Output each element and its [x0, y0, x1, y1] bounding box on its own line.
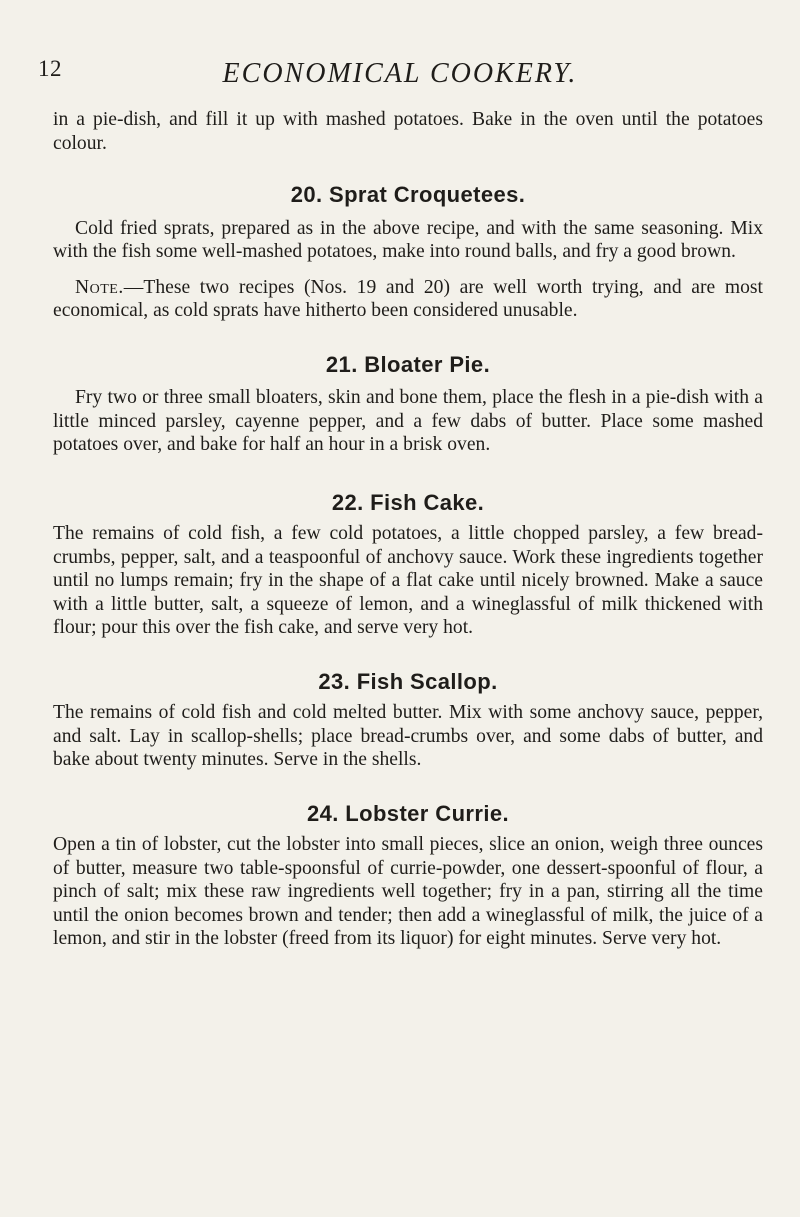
recipe-number: 22.	[331, 489, 364, 515]
recipe-body: Open a tin of lobster, cut the lobster into small pieces, slice an onion, weigh three ounces of butter, measure two table-spoonsful of currie-powder, one dessert-spoonful of flour, a pinch of salt; mix these raw ingredients well together; fry in a pan, stirring all the time until the onion becomes brown and tender; then add a wineglassful of milk, the juice of a lemon, and stir in the lobster (freed from its liquor) for eight minutes. Serve very hot.	[53, 834, 763, 949]
recipe-heading-23	[53, 670, 763, 694]
recipe-number: 24.	[306, 800, 339, 826]
recipe-body: The remains of cold fish and cold melted butter. Mix with some anchovy sauce, pepper, and salt. Lay in scallop-shells; place bread-crumbs over, and some dabs of butter, and bake about twenty minutes. Serve in the shells.	[53, 702, 763, 770]
recipe-title: Sprat Croquetees.	[329, 182, 526, 207]
continuation-paragraph: in a pie-dish, and fill it up with mashed potatoes. Bake in the oven until the potatoes colour.	[53, 109, 763, 154]
recipe-heading-21	[53, 353, 763, 377]
recipe-title: Fish Cake.	[370, 489, 485, 515]
page-content	[53, 108, 763, 951]
recipe-number: 21.	[325, 351, 358, 377]
recipe-title: Lobster Currie.	[345, 800, 509, 826]
page-header	[0, 56, 800, 96]
recipe-note	[53, 276, 763, 323]
recipe-number: 23.	[318, 668, 351, 694]
running-head: ECONOMICAL COOKERY.	[222, 58, 578, 89]
note-text: —These two recipes (Nos. 19 and 20) are well worth trying, and are most economical, as cold sprats have hitherto been considered unusable.	[53, 276, 763, 321]
recipe-number: 20.	[290, 182, 323, 207]
note-label: Note.	[75, 276, 124, 298]
recipe-heading-20	[53, 183, 763, 207]
recipe-title: Fish Scallop.	[356, 668, 498, 694]
page-number: 12	[38, 56, 62, 81]
recipe-body: Fry two or three small bloaters, skin and bone them, place the flesh in a pie-dish with a little minced parsley, cayenne pepper, and a few dabs of butter. Place some mashed potatoes over, and bake for half an hour in a brisk oven.	[53, 387, 763, 455]
recipe-body: The remains of cold fish, a few cold potatoes, a little chopped parsley, a few bread-crumbs, pepper, salt, and a teaspoonful of anchovy sauce. Work these ingredients together until no lumps remain; fry in the shape of a flat cake until nicely browned. Make a sauce with a little butter, salt, a squeeze of lemon, and a wineglassful of milk thickened with flour; pour this over the fish cake, and serve very hot.	[53, 523, 763, 638]
recipe-heading-22	[53, 491, 763, 515]
recipe-heading-24	[53, 802, 763, 826]
recipe-body: Cold fried sprats, prepared as in the above recipe, and with the same seasoning. Mix with the fish some well-mashed potatoes, make into round balls, and fry a good brown.	[53, 217, 763, 262]
recipe-title: Bloater Pie.	[364, 351, 491, 377]
